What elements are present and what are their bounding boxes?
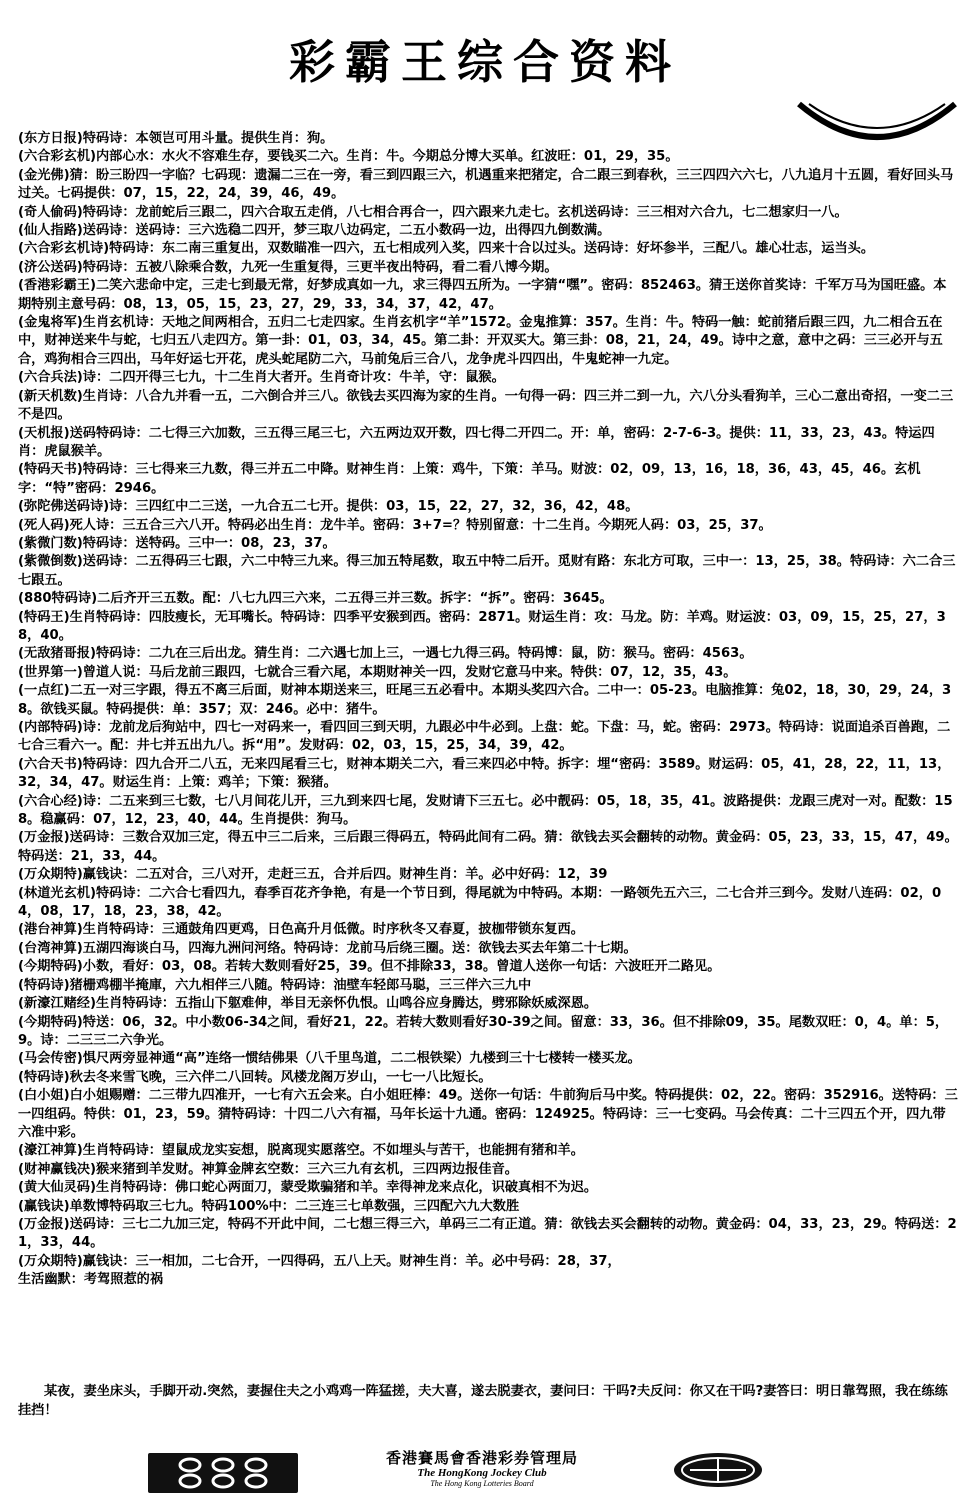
info-paragraph: (六合兵法)诗：二四开得三七九，十二生肖大者开。生肖奇计攻：牛羊，守：鼠猴。 (18, 370, 505, 386)
info-paragraph: (台湾神算)五湖四海谈白马，四海九洲问河络。特码诗：龙前马后绕三圈。送：欲钱去买去年第二十七期。 (18, 940, 637, 956)
info-paragraph: (香港彩霸王)二笑六悲命中定，三走七到最无常，好梦成真如一九，求三得四五所为。一字猜“嘿”。密码：852463。猜王送你首奖诗：千军万马为国旺盛。本期特别主意号码：08，13，05，15，23，27，29，33，34，37，42，47。 (18, 278, 947, 312)
info-paragraph: (一点红)二五一对三字跟，得五不离三后面，财神本期送来三，旺尾三五必看中。本期头奖四六合。二中一：05-23。电脑推算：兔02，18，30，29，24，38。欲钱买鼠。特码提供：单：357；双：246。必中：猪牛。 (18, 683, 952, 717)
info-paragraph: (新天机数)生肖诗：八合九并看一五，二六倒合并三八。欲钱去买四海为家的生肖。一句得一码：四三并二到一九，六八分头看狗羊，三心二意出奇招，一变二三不是四。 (18, 388, 954, 423)
info-paragraph: (黄大仙灵码)生肖特码诗：佛口蛇心两面刀，蒙受欺骗猪和羊。幸得神龙来点化，识破真相不为迟。 (18, 1180, 598, 1196)
info-paragraph: (东方日报)特码诗：本领岂可用斗量。提供生肖：狗。 (18, 131, 334, 146)
info-paragraph: (弥陀佛送码诗)诗：三四红中二三送，一九合五二七开。提供：03，15，22，27，32，36，42，48。 (18, 499, 639, 515)
lottery-logo (148, 1453, 298, 1493)
info-paragraph: (金鬼将军)生肖玄机诗：天地之间两相合，五归二七走四家。生肖玄机字“羊”1572。金鬼推算：357。生肖：牛。特码一触：蛇前猪后跟三四，九二相合五在中，财神送来牛与蛇，七归五八走四方。第一卦：01，03，34，45。第二卦：开双买大。第三卦：08，21，24，49。诗中之意，意中之码：三三必开与五合，鸡狗相合三四出，马年好运七开花，虎头蛇尾防二六，马前兔后三合八，龙争虎斗四四出，牛鬼蛇神一九定。 (18, 315, 943, 367)
info-paragraph: 生活幽默：考驾照惹的祸 (18, 1272, 164, 1288)
info-paragraph: (林道光玄机)特码诗：二六合七看四九，春季百花齐争艳，有是一个节日到，得尾就为中特码。本期：一路领先五六三，二七合并三到今。发财八连码：02，04，08，17，18，23，38，42。 (18, 885, 942, 920)
info-paragraph: (特码诗)秋去冬来雪飞晚，三六伴二八回转。风楼龙阁万岁山，一七一八比短长。 (18, 1069, 492, 1085)
info-paragraph: (六合彩玄机诗)特码诗：东二南三重复出，双数瞄准一四六，五七相成列入奖，四来十合以过头。送码诗：好坏参半，三配八。雄心壮志，运当头。 (18, 241, 875, 257)
info-paragraph: (万金报)送码诗：三数合双加三定，得五中三二后来，三后跟三得码五，特码此间有二码。猜：欲钱去买会翻转的动物。黄金码：05，23，33，15，47，49。特码送：21，33，44。 (18, 830, 958, 864)
humor-text: 某夜，妻坐床头，手脚开动.突然，妻握住夫之小鸡鸡一阵猛搓，夫大喜，遂去脱妻衣，妻问曰：干吗?夫反问：你又在干吗?妻答曰：明日靠驾照，我在练练挂挡！ (18, 1384, 948, 1418)
info-paragraph: (万众期特)赢钱诀：三一相加，二七合开，一四得码，五八上天。财神生肖：羊。必中号码：28，37， (18, 1253, 621, 1269)
info-paragraph: (紫微倒数)送码诗：二五得码三七跟，六二中特三九来。得三加五特尾数，取五中特二后开。觅财有路：东北方可取，三中一：13，25，38。特码诗：六二合三七跟五。 (18, 554, 956, 588)
info-paragraph: (白小姐)白小姐赐赠：二三带九四准开，一七有六五会来。白小姐旺棒：49。送你一句话：牛前狗后马中奖。特码提供：02，22。密码：352916。送特码：三一四组码。特供：01，23，59。猜特码诗：十四二八六有福，马年长运十九通。密码：124925。特码诗：三一七变码。马会传真：二十三四五个开，四九带六准中彩。 (18, 1088, 958, 1140)
info-paragraph: (奇人偷码)特码诗：龙前蛇后三跟二，四六合取五走俏，八七相合再合一，四六跟来九走七。玄机送码诗：三三相对六合九，七二想家归一八。 (18, 204, 848, 220)
info-paragraph: (赢钱诀)单数博特码取三七九。特码100%中：二三连三七单数强，三四配六九大数胜 (18, 1198, 520, 1214)
info-paragraph: (仙人指路)送码诗：送码诗：三六选稳二四开，梦三取八边码定，二五小数码一边，出得四九倒数满。 (18, 223, 611, 239)
info-paragraph: (济公送码)特码诗：五被八除乘合数，九死一生重复得，三更半夜出特码，看二看八博今期。 (18, 259, 558, 275)
info-paragraph: (港台神算)生肖特码诗：三通鼓角四更鸡，日色高升月低微。时序秋冬又春夏，披枷带锁东复西。 (18, 922, 584, 938)
info-paragraph: (金光佛)猜：盼三盼四一字临？七码现：遗漏二三在一旁，看三到四跟三六，机遇重来把猪定，合二跟三到春秋，三三四四六六七，八九追月十五圆，看好回头马过关。七码提供：07，15，22，24，39，46，49。 (18, 167, 954, 202)
page-title: 彩霸王综合资料 (289, 35, 681, 89)
seal-icon (670, 1450, 766, 1490)
info-paragraph: (特码诗)猪栅鸡棚半掩庫，六九相伴三八随。特码诗：油壁车轻郎马聪，三三伴六三九中 (18, 977, 532, 993)
info-paragraph: (今期特码)特送：06，32。中小数06-34之间，看好21，22。若转大数则看好30-39之间。留意：33，36。但不排除09，35。尾数双旺：0，4。单：5，9。诗：二三三二六争光。 (18, 1014, 949, 1048)
info-paragraph: (六合心经)诗：二五来到三七数，七八月间花儿开，三九到来四七尾，发财请下三五七。必中靓码：05，18，35，41。波路提供：龙跟三虎对一对。配数：158。稳赢码：07，12，23，40，44。生肖提供：狗马。 (18, 793, 953, 828)
info-paragraph: (死人码)死人诗：三五合三六八开。特码必出生肖：龙牛羊。密码：3+7=？特别留意：十二生肖。今期死人码：03，25，37。 (18, 517, 772, 533)
info-paragraph: (880特码诗)二后齐开三五数。配：八七九四三六来，二五得三并三数。拆字：“拆”。密码：3645。 (18, 591, 613, 607)
content-body (18, 130, 958, 1290)
lottery-logo-icon (148, 1453, 298, 1493)
info-paragraph: (财神赢钱决)猴来猪到羊发财。神算金牌玄空数：三六三九有玄机，三四两边报佳音。 (18, 1161, 518, 1177)
info-paragraph: (新濠江赌经)生肖特码诗：五指山下躯难伸，举目无亲怀仇恨。山鸣谷应身腾达，劈邪除妖威深恩。 (18, 996, 598, 1012)
info-paragraph: (世界第一)曾道人说：马后龙前三跟四，七就合三看六尾，本期财神关一四，发财它意马中来。特供：07，12，35，43。 (18, 664, 737, 680)
footer-org-en2: The Hong Kong Lotteries Board (430, 1479, 534, 1488)
info-paragraph: (特码天书)特码诗：三七得来三九数，得三并五二中降。财神生肖：上策：鸡牛，下策：羊马。财波：02，09，13，16，18，36，43，45，46。玄机字：“特”密码：2946。 (18, 462, 921, 496)
info-paragraph: (紫微门数)特码诗：送特码。三中一：08，23，37。 (18, 535, 336, 551)
info-paragraph: (万众期特)赢钱诀：二五对合，三八对开，走赶三五，合并后四。财神生肖：羊。必中好码：12，39 (18, 867, 608, 883)
footer-org-cn: 香港賽馬會香港彩券管理局 (385, 1449, 578, 1467)
info-paragraph: (万金报)送码诗：三七二九加三定，特码不开此中间，二七想三得三六，单码三二有正道。猜：欲钱去买会翻转的动物。黄金码：04，33，23，29。特码送：21，33，44。 (18, 1216, 957, 1251)
info-paragraph: (濠江神算)生肖特码诗：望鼠成龙实妄想，脱离现实愿落空。不如埋头与苦干，也能拥有猪和羊。 (18, 1143, 584, 1159)
info-paragraph: (六合天书)特码诗：四九合开二八五，无来四尾看三七，财神本期关二六，看三来四必中特。拆字：埋“密码：3589。财运码：05，41，28，22，11，13，32，34，47。财运生肖：上策：鸡羊；下策：猴猪。 (18, 756, 951, 791)
info-paragraph: (天机报)送码特码诗：二七得三六加数，三五得三尾三七，六五两边双开数，四七得二开四二。开：单，密码：2-7-6-3。提供：11，33，23，43。特运四肖：虎鼠猴羊。 (18, 425, 935, 459)
info-paragraph: (内部特码)诗：龙前龙后狗站中，四七一对码来一，看四回三到天明，九跟必中牛必到。上盘：蛇。下盘：马，蛇。密码：2973。特码诗：说面追杀百兽跑，二七合三看六一。配：井七并五出九八。拆“用”。发财码：02，03，15，25，34，39，42。 (18, 720, 951, 754)
info-paragraph: (今期特码)小数，看好：03，08。若转大数则看好25，39。但不排除33，38。曾道人送你一句话：六波旺开二路见。 (18, 959, 721, 975)
footer (0, 1445, 970, 1500)
info-paragraph: (马会传密)惧尺两旁显神通“高”连络一惯结佛果（八千里鸟道，二二根铁梁）九楼到三十七楼转一楼买龙。 (18, 1051, 641, 1067)
footer-org-en: The HongKong Jockey Club (417, 1467, 547, 1479)
info-paragraph: (无敌猪哥报)特码诗：二九在三后出龙。猜生肖：二六遇七加上三，一遇七九得三码。特码博：鼠，防：猴马。密码：4563。 (18, 646, 753, 662)
info-paragraph: (特码王)生肖特码诗：四肢瘦长，无耳嘴长。特码诗：四季平安猴到西。密码：2871。财运生肖：攻：马龙。防：羊鸡。财运波：03，09，15，25，27，38，40。 (18, 609, 946, 643)
info-paragraph: (六合彩玄机)内部心水：水火不容难生存，要钱买二六。生肖：牛。今期总分博大买单。红波旺：01，29，35。 (18, 149, 679, 165)
